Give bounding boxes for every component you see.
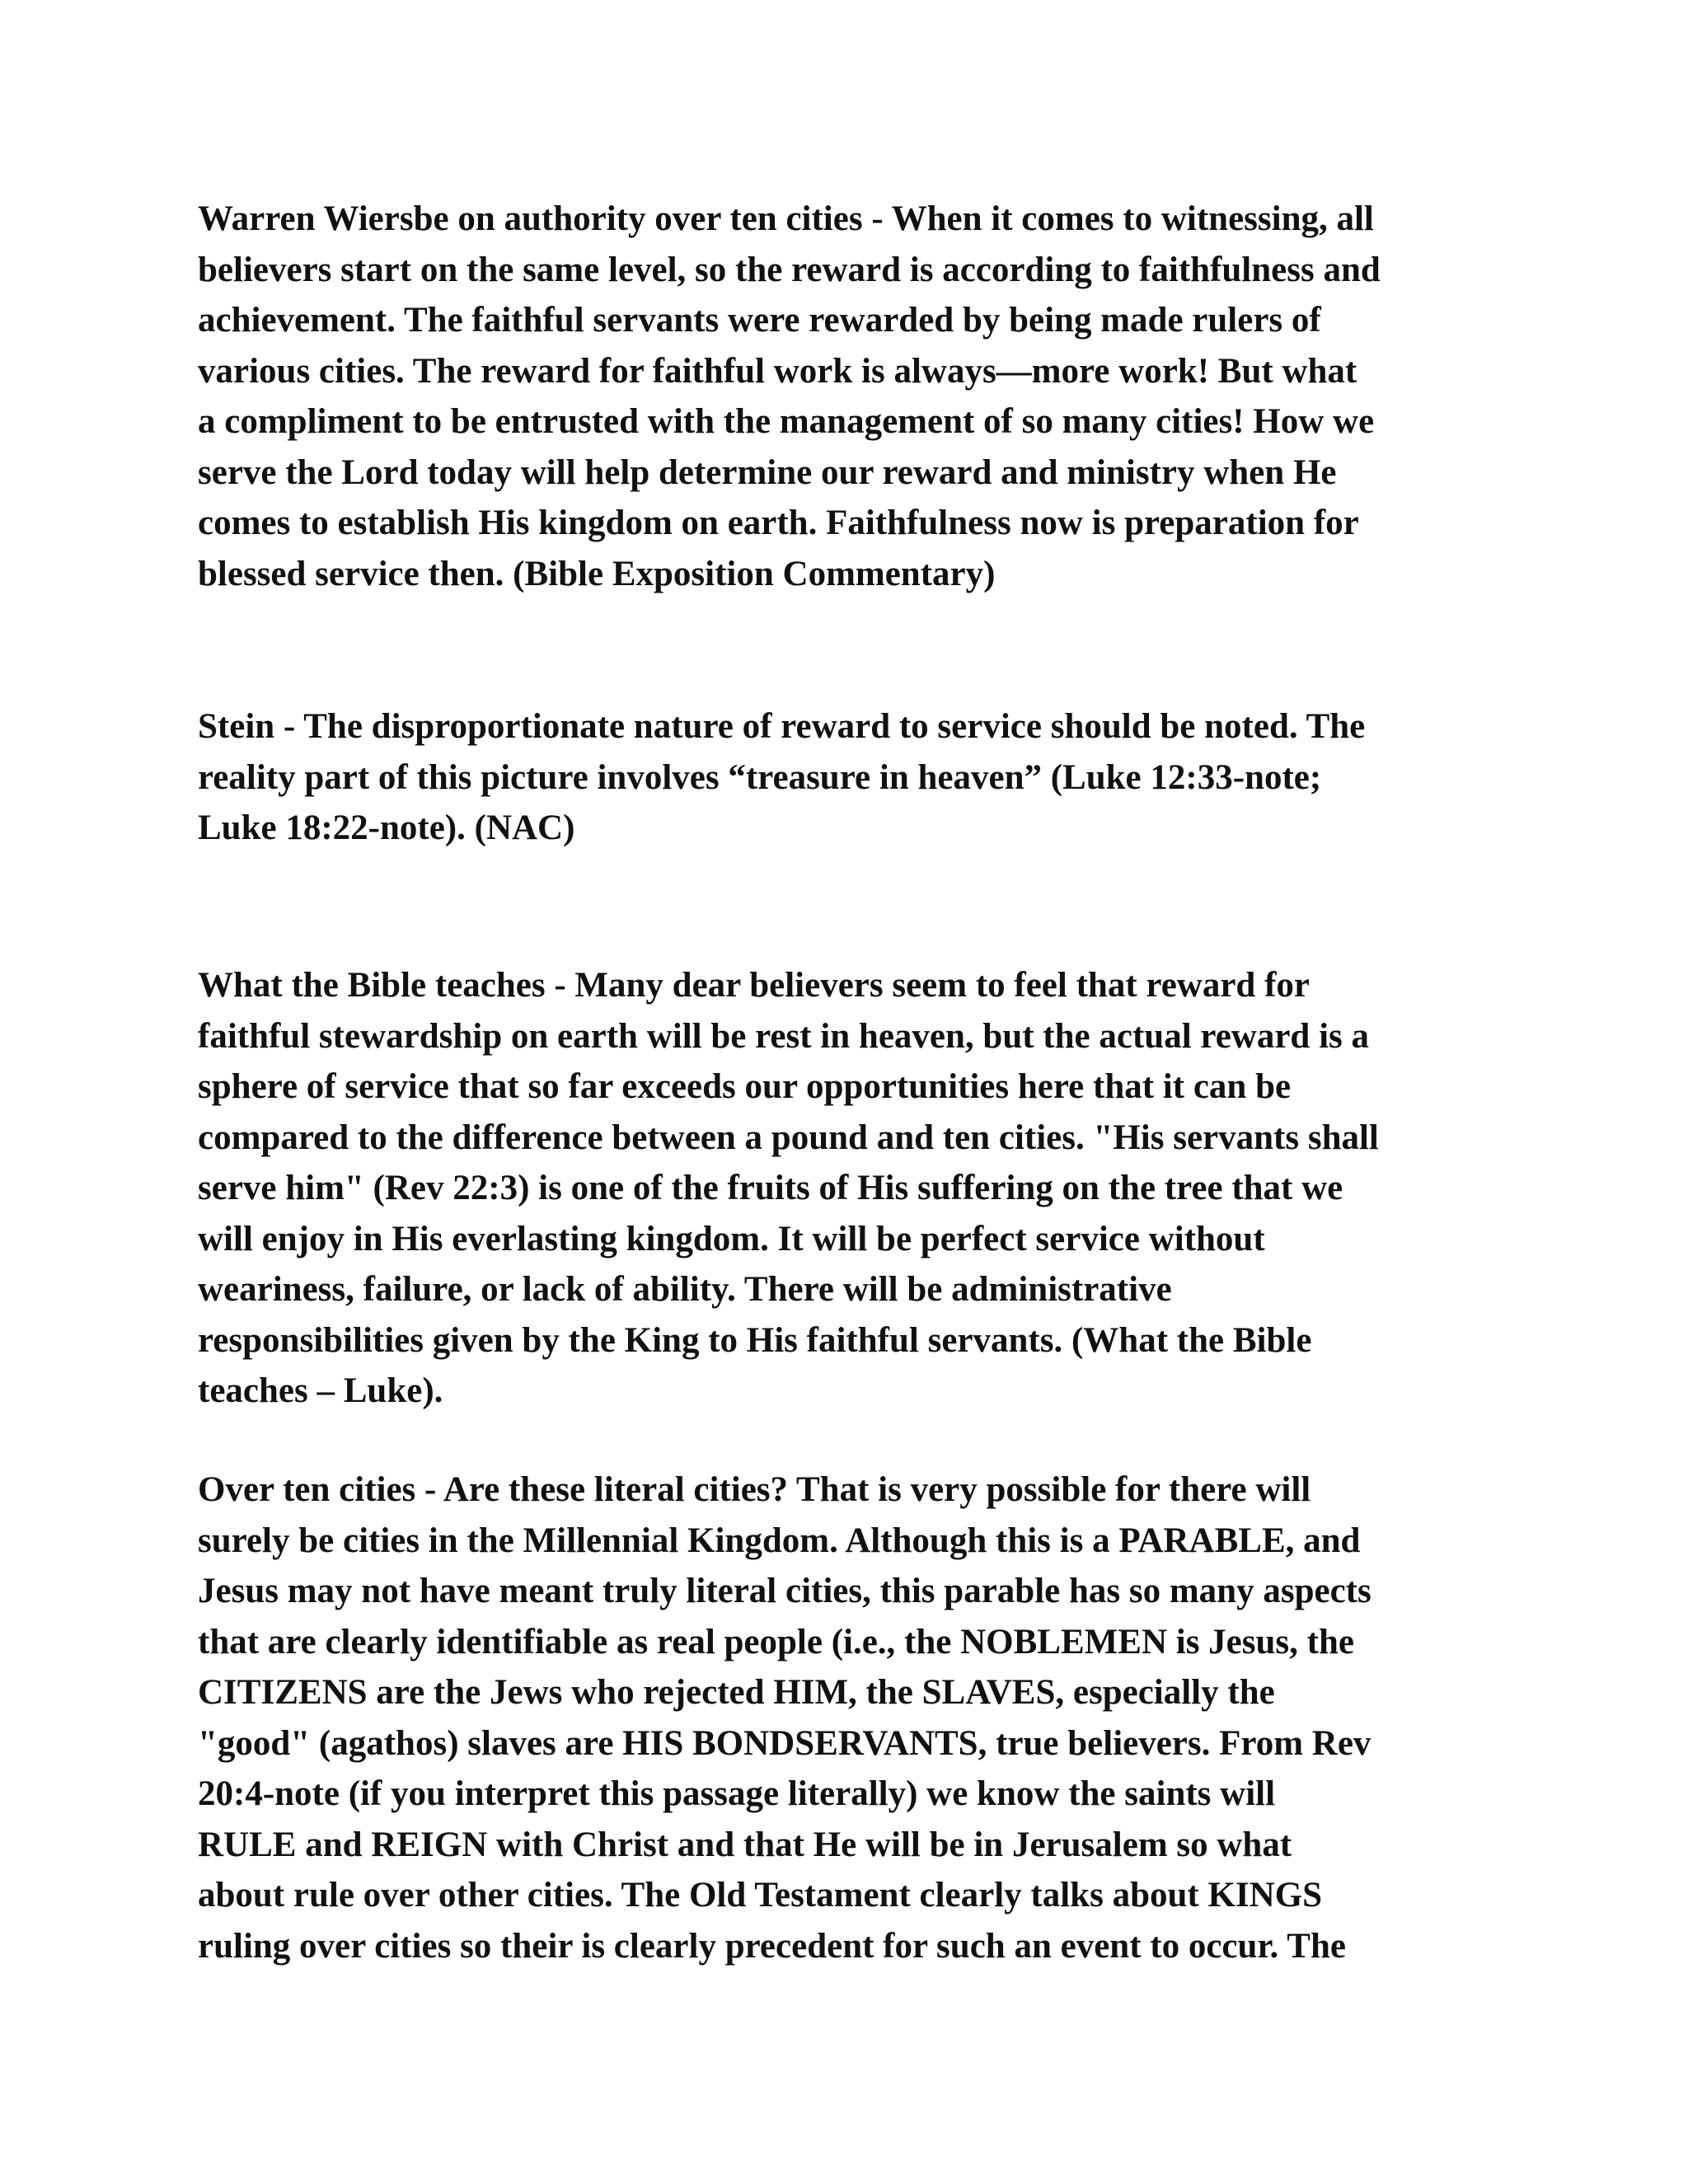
paragraph-what-the-bible-teaches [198, 960, 1484, 1417]
text-line: ruling over cities so their is clearly precedent for such an event to occur. The [198, 1926, 1346, 1966]
text-line: responsibilities given by the King to His faithful servants. (What the Bible [198, 1320, 1312, 1360]
text-line: a compliment to be entrusted with the management of so many cities! How we [198, 402, 1375, 441]
text-line: reality part of this picture involves “treasure in heaven” (Luke 12:33-note; [198, 757, 1322, 797]
text-line: achievement. The faithful servants were rewarded by being made rulers of [198, 301, 1321, 340]
text-line: compared to the difference between a pound and ten cities. "His servants shall [198, 1118, 1379, 1157]
text-line: RULE and REIGN with Christ and that He will be in Jerusalem so what [198, 1825, 1292, 1864]
paragraph-wiersbe [198, 194, 1484, 599]
text-line: Luke 18:22-note). (NAC) [198, 808, 575, 847]
text-line: surely be cities in the Millennial Kingdom. Although this is a PARABLE, and [198, 1521, 1361, 1560]
text-line: believers start on the same level, so the reward is according to faithfulness and [198, 250, 1381, 289]
text-line: Over ten cities - Are these literal cities? That is very possible for there will [198, 1470, 1311, 1509]
text-line: serve the Lord today will help determine our reward and ministry when He [198, 452, 1337, 492]
text-line: weariness, failure, or lack of ability. There will be administrative [198, 1270, 1172, 1309]
text-line: comes to establish His kingdom on earth. Faithfulness now is preparation for [198, 504, 1359, 542]
paragraph-stein [198, 701, 1484, 854]
text-line: CITIZENS are the Jews who rejected HIM, the SLAVES, especially the [198, 1673, 1275, 1712]
text-line: that are clearly identifiable as real people (i.e., the NOBLEMEN is Jesus, the [198, 1622, 1354, 1661]
text-line: 20:4-note (if you interpret this passage literally) we know the saints will [198, 1774, 1276, 1813]
text-line: various cities. The reward for faithful work is always—more work! But what [198, 351, 1357, 391]
text-line: serve him" (Rev 22:3) is one of the fruits of His suffering on the tree that we [198, 1169, 1343, 1207]
text-line: What the Bible teaches - Many dear believers seem to feel that reward for [198, 966, 1310, 1005]
text-line: Jesus may not have meant truly literal cities, this parable has so many aspects [198, 1572, 1372, 1610]
text-line: teaches – Luke). [198, 1371, 443, 1410]
text-line: sphere of service that so far exceeds our opportunities here that it can be [198, 1067, 1292, 1106]
paragraph-over-ten-cities [198, 1465, 1484, 1971]
text-line: faithful stewardship on earth will be rest in heaven, but the actual reward is a [198, 1016, 1370, 1056]
text-line: about rule over other cities. The Old Testament clearly talks about KINGS [198, 1876, 1323, 1915]
text-line: Stein - The disproportionate nature of reward to service should be noted. The [198, 707, 1366, 746]
text-line: Warren Wiersbe on authority over ten cities - When it comes to witnessing, all [198, 199, 1374, 238]
text-line: blessed service then. (Bible Exposition Commentary) [198, 554, 996, 593]
text-line: will enjoy in His everlasting kingdom. It will be perfect service without [198, 1219, 1265, 1258]
text-line: "good" (agathos) slaves are HIS BONDSERVANTS, true believers. From Rev [198, 1723, 1372, 1763]
